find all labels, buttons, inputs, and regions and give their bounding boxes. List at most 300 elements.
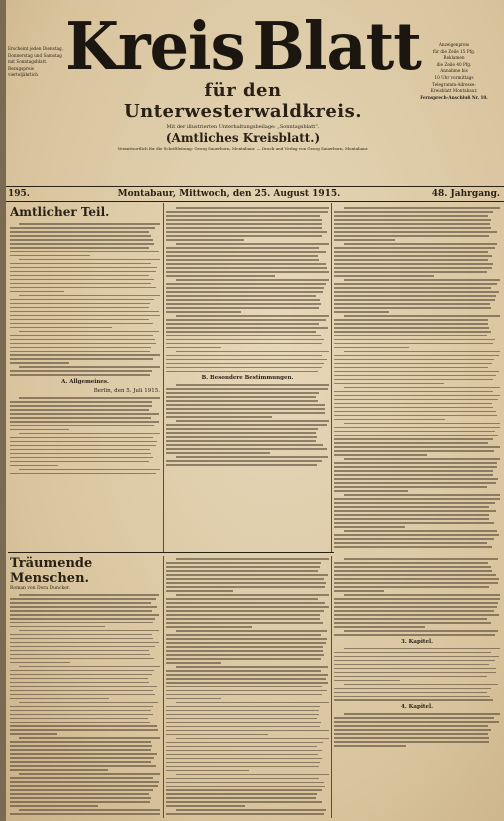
- column-4: [10, 556, 160, 816]
- text-line: [176, 243, 329, 245]
- text-block: [334, 648, 500, 701]
- text-line: [166, 746, 317, 748]
- text-line: [334, 335, 487, 337]
- text-line: [10, 654, 150, 656]
- text-line: [10, 722, 150, 724]
- text-line: [344, 458, 500, 460]
- text-block: [166, 384, 329, 465]
- serial-title: Träumende Menschen.: [10, 556, 93, 586]
- text-line: [334, 427, 500, 429]
- text-line: [10, 461, 149, 463]
- info-line: Bezugspreis: [8, 65, 34, 71]
- text-line: [166, 404, 325, 406]
- text-line: [10, 745, 152, 747]
- text-line: [166, 782, 324, 784]
- text-line: [334, 566, 491, 568]
- text-line: [10, 642, 159, 644]
- text-line: [166, 562, 321, 564]
- text-line: [334, 283, 497, 285]
- text-line: [10, 718, 148, 720]
- text-line: [176, 207, 329, 209]
- text-line: [166, 805, 245, 807]
- text-line: [10, 781, 159, 783]
- text-line: [334, 692, 487, 694]
- column-6: [334, 556, 500, 816]
- text-line: [10, 622, 153, 624]
- text-line: [10, 626, 105, 628]
- text-line: [334, 546, 492, 548]
- text-line: [10, 646, 155, 648]
- text-line: [10, 303, 150, 305]
- text-line: [344, 279, 500, 281]
- text-line: [334, 668, 496, 670]
- text-line: [334, 502, 495, 504]
- text-line: [10, 401, 152, 403]
- text-line: [166, 586, 325, 588]
- text-line: [334, 363, 492, 365]
- text-line: [10, 618, 155, 620]
- text-line: [10, 235, 151, 237]
- text-line: [10, 698, 109, 700]
- text-line: [166, 247, 319, 249]
- text-line: [10, 335, 153, 337]
- text-line: [334, 634, 495, 636]
- text-line: [10, 243, 154, 245]
- text-line: [334, 323, 488, 325]
- text-line: [10, 682, 149, 684]
- text-line: [10, 283, 151, 285]
- text-line: [334, 271, 487, 273]
- text-line: [10, 339, 155, 341]
- text-line: [10, 610, 152, 612]
- text-line: [10, 267, 157, 269]
- text-line: [166, 682, 328, 684]
- text-line: [334, 367, 488, 369]
- text-line: [10, 805, 98, 807]
- text-line: [10, 602, 151, 604]
- text-line: [10, 473, 156, 475]
- text-line: [334, 275, 434, 277]
- text-line: [10, 275, 149, 277]
- text-line: [334, 435, 498, 437]
- text-line: [334, 482, 496, 484]
- text-line: [10, 287, 156, 289]
- text-line: [176, 420, 329, 422]
- text-line: [166, 626, 252, 628]
- text-line: [334, 379, 493, 381]
- text-line: [166, 734, 268, 736]
- text-line: [166, 412, 325, 414]
- text-line: [334, 371, 499, 373]
- text-line: [334, 251, 488, 253]
- text-line: [176, 558, 329, 560]
- text-line: [334, 610, 494, 612]
- text-line: [176, 594, 329, 596]
- subsection-heading: A. Allgemeines.: [61, 379, 109, 385]
- text-line: [334, 474, 493, 476]
- publisher-line: Verantwortlich für die Schriftleitung: Georg Sauerborn, Montabaur. — Druck und Verlag von Georg Sauerborn, Montabaur.: [117, 146, 369, 151]
- text-line: [344, 648, 500, 650]
- text-line: [334, 299, 495, 301]
- supplement-note: Mit der illustrierten Unterhaltungsbeilage: „Sonntagsblatt“.: [166, 124, 320, 130]
- text-line: [10, 789, 153, 791]
- text-line: [334, 331, 491, 333]
- text-line: [166, 658, 321, 660]
- text-line: [166, 231, 327, 233]
- text-line: [166, 303, 321, 305]
- text-line: [166, 428, 318, 430]
- text-line: [10, 793, 149, 795]
- text-line: [10, 405, 152, 407]
- text-line: [10, 710, 151, 712]
- info-line: Kreisblatt Montabaur.: [430, 88, 478, 94]
- text-line: [10, 797, 151, 799]
- text-line: [166, 801, 322, 803]
- text-line: [176, 702, 329, 704]
- text-line: [19, 702, 158, 704]
- dateline: [6, 186, 504, 202]
- text-line: [166, 762, 320, 764]
- text-line: [166, 235, 322, 237]
- text-line: [176, 738, 329, 740]
- text-line: [19, 366, 160, 368]
- text-line: [334, 506, 489, 508]
- text-line: [166, 789, 322, 791]
- text-line: [334, 415, 497, 417]
- text-line: [10, 247, 149, 249]
- text-line: [334, 462, 497, 464]
- text-line: [19, 397, 160, 399]
- text-line: [166, 359, 327, 361]
- issue-number: 195.: [8, 189, 30, 199]
- column-2: [166, 205, 329, 550]
- text-line: [10, 765, 156, 767]
- text-line: [334, 486, 487, 488]
- text-line: [10, 650, 149, 652]
- info-line: Erscheint jeden Dienstag,: [8, 46, 63, 51]
- text-block: [10, 594, 160, 815]
- text-line: [334, 672, 496, 674]
- text-line: [166, 319, 326, 321]
- column-rule: [331, 203, 332, 553]
- text-line: [166, 618, 320, 620]
- text-line: [334, 602, 498, 604]
- text-line: [10, 327, 112, 329]
- text-line: [19, 630, 159, 632]
- text-line: [344, 351, 500, 353]
- text-line: [10, 453, 151, 455]
- text-line: [334, 578, 499, 580]
- text-line: [10, 307, 149, 309]
- subsection-heading: B. Besondere Bestimmungen.: [201, 375, 294, 382]
- column-rule: [331, 556, 332, 818]
- text-line: [334, 729, 491, 731]
- text-line: [10, 678, 148, 680]
- text-line: [166, 436, 317, 438]
- text-line: [334, 215, 488, 217]
- text-line: [166, 448, 327, 450]
- section-heading: Amtlicher Teil.: [10, 205, 110, 219]
- text-line: [166, 367, 322, 369]
- text-line: [334, 688, 491, 690]
- text-line: [10, 729, 158, 731]
- text-line: [334, 446, 500, 448]
- text-line: [334, 614, 499, 616]
- text-line: [10, 457, 153, 459]
- text-line: [334, 223, 490, 225]
- text-line: [10, 598, 156, 600]
- text-line: [10, 761, 151, 763]
- text-line: [10, 686, 157, 688]
- text-line: [166, 355, 322, 357]
- text-line: [176, 384, 329, 386]
- feuilleton-separator: [8, 552, 334, 553]
- text-line: [176, 809, 326, 811]
- text-line: [176, 315, 329, 317]
- text-line: [166, 654, 324, 656]
- text-line: [166, 335, 321, 337]
- text-line: [334, 239, 395, 241]
- text-line: [334, 652, 491, 654]
- text-line: [166, 460, 322, 462]
- text-line: [10, 694, 155, 696]
- text-line: [334, 606, 497, 608]
- masthead: [65, 8, 421, 151]
- text-line: [10, 354, 160, 356]
- text-line: [334, 699, 493, 701]
- text-line: [334, 395, 500, 397]
- column-rule: [163, 556, 164, 818]
- text-line: [344, 630, 498, 632]
- text-line: [344, 315, 500, 317]
- text-line: [19, 666, 160, 668]
- text-line: [166, 267, 327, 269]
- text-line: [166, 343, 322, 345]
- text-line: [10, 674, 152, 676]
- text-line: [344, 387, 500, 389]
- text-block: [166, 558, 329, 815]
- text-line: [10, 358, 153, 360]
- text-line: [334, 383, 444, 385]
- text-line: [166, 400, 318, 402]
- text-line: [176, 774, 329, 776]
- text-block: [166, 207, 329, 372]
- text-line: [334, 582, 498, 584]
- page-edge: [0, 0, 6, 821]
- text-line: [334, 407, 493, 409]
- text-line: [166, 323, 319, 325]
- text-line: [10, 785, 158, 787]
- text-line: [166, 797, 316, 799]
- info-line: Annahme bis: [440, 68, 468, 74]
- text-line: [334, 442, 488, 444]
- text-line: [166, 813, 324, 815]
- text-line: [334, 466, 497, 468]
- text-line: [166, 291, 323, 293]
- text-line: [19, 469, 160, 471]
- text-line: [166, 211, 328, 213]
- masthead-title-left: Kreis: [65, 8, 245, 85]
- text-line: [10, 343, 156, 345]
- text-line: [334, 586, 489, 588]
- text-line: [166, 287, 324, 289]
- info-line: Donnerstag und Samstag: [8, 52, 62, 58]
- text-line: [334, 231, 497, 233]
- text-line: [19, 594, 159, 596]
- text-line: [166, 331, 316, 333]
- text-line: [334, 247, 495, 249]
- text-line: [176, 630, 328, 632]
- text-line: [334, 745, 406, 747]
- text-line: [166, 263, 326, 265]
- text-line: [334, 355, 499, 357]
- text-line: [334, 267, 492, 269]
- text-line: [10, 670, 154, 672]
- text-line: [166, 614, 320, 616]
- text-line: [166, 582, 326, 584]
- text-line: [166, 786, 325, 788]
- text-line: [10, 706, 153, 708]
- text-line: [344, 530, 497, 532]
- text-line: [10, 279, 154, 281]
- text-line: [334, 680, 400, 682]
- info-line: Telegramm-Adresse:: [432, 81, 476, 87]
- text-line: [10, 741, 151, 743]
- text-line: [334, 399, 498, 401]
- text-line: [10, 690, 153, 692]
- text-line: [166, 638, 327, 640]
- text-line: [10, 757, 154, 759]
- text-line: [166, 570, 318, 572]
- text-line: [166, 642, 326, 644]
- text-line: [10, 614, 159, 616]
- text-line: [166, 726, 320, 728]
- text-line: [166, 219, 322, 221]
- text-line: [10, 271, 156, 273]
- text-line: [334, 676, 487, 678]
- text-line: [166, 650, 323, 652]
- text-line: [344, 207, 500, 209]
- text-line: [334, 526, 405, 528]
- volume-year: 48. Jahrgang.: [431, 189, 500, 199]
- info-line: Reklamen: [443, 55, 465, 61]
- text-line: [334, 696, 490, 698]
- text-line: [166, 227, 322, 229]
- text-line: [166, 416, 272, 418]
- text-line: [334, 733, 488, 735]
- text-line: [334, 622, 491, 624]
- text-line: [166, 758, 322, 760]
- info-line: für die Zeile 15 Pfg.: [432, 48, 476, 54]
- info-line: Anzeigenpreis: [438, 42, 470, 47]
- text-line: [334, 287, 491, 289]
- text-line: [166, 464, 317, 466]
- text-line: [166, 255, 318, 257]
- text-line: [10, 662, 70, 664]
- text-line: [10, 347, 151, 349]
- text-line: [19, 259, 160, 261]
- text-line: [334, 375, 496, 377]
- text-block: [334, 713, 500, 746]
- column-3: [334, 205, 500, 550]
- text-line: [10, 465, 58, 467]
- text-line: [334, 391, 493, 393]
- text-line: [10, 409, 149, 411]
- text-line: [19, 223, 160, 225]
- text-line: [166, 578, 324, 580]
- text-line: [334, 303, 490, 305]
- text-line: [334, 211, 493, 213]
- text-line: [166, 392, 319, 394]
- text-line: [176, 279, 329, 281]
- text-line: [166, 646, 323, 648]
- text-line: [166, 778, 319, 780]
- text-line: [334, 598, 500, 600]
- text-line: [19, 773, 160, 775]
- text-line: [334, 419, 445, 421]
- text-line: [10, 323, 153, 325]
- text-line: [166, 307, 319, 309]
- text-line: [166, 590, 233, 592]
- info-line: mit Sonntagsblatt.: [8, 59, 48, 65]
- info-line: die Zeile 40 Pfg.: [436, 61, 472, 67]
- text-line: [166, 766, 319, 768]
- text-line: [334, 403, 492, 405]
- text-line: [166, 327, 328, 329]
- text-line: [166, 283, 326, 285]
- text-line: [334, 574, 496, 576]
- text-line: [334, 431, 495, 433]
- text-line: [166, 424, 327, 426]
- text-line: [334, 259, 488, 261]
- text-line: [10, 725, 157, 727]
- text-line: [166, 408, 325, 410]
- text-line: [10, 227, 155, 229]
- text-line: [344, 594, 500, 596]
- text-line: [176, 456, 328, 458]
- issue-date: Montabaur, Mittwoch, den 25. August 1915.: [117, 189, 341, 199]
- text-line: [166, 251, 326, 253]
- text-line: [19, 331, 159, 333]
- text-line: [166, 311, 241, 313]
- text-line: [19, 737, 160, 739]
- text-line: [10, 749, 151, 751]
- text-line: [10, 733, 57, 735]
- text-line: [344, 494, 500, 496]
- text-line: [334, 263, 493, 265]
- text-line: [10, 429, 69, 431]
- text-line: [166, 770, 249, 772]
- text-line: [166, 574, 328, 576]
- text-line: [334, 311, 389, 313]
- text-line: [334, 339, 495, 341]
- text-line: [166, 606, 329, 608]
- text-line: [10, 634, 152, 636]
- text-line: [10, 658, 154, 660]
- text-line: [166, 662, 221, 664]
- text-line: [10, 753, 157, 755]
- text-line: [10, 449, 150, 451]
- text-line: [10, 437, 153, 439]
- text-line: [176, 351, 329, 353]
- text-line: [166, 754, 318, 756]
- text-line: [166, 610, 324, 612]
- text-line: [166, 371, 318, 373]
- text-line: [10, 311, 159, 313]
- text-line: [334, 514, 489, 516]
- text-line: [10, 714, 153, 716]
- text-line: [10, 606, 157, 608]
